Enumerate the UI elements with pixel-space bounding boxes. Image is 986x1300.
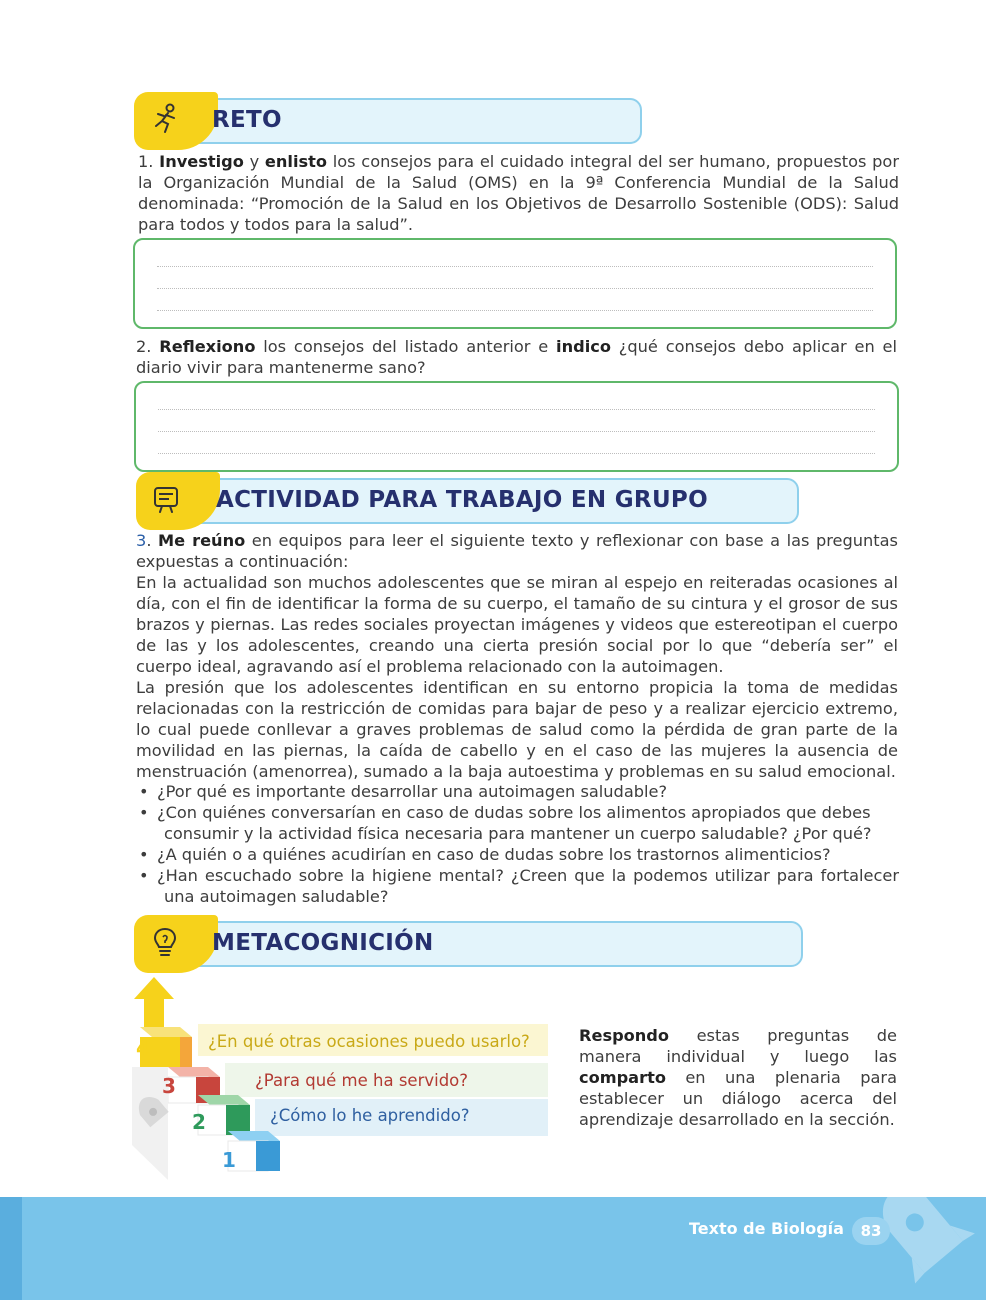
grupo-tab <box>136 472 220 530</box>
step-number-3: 3 <box>162 1074 176 1098</box>
step-2-side <box>226 1105 250 1135</box>
question-text: ¿Por qué es importante desarrollar una autoimagen saludable? <box>157 782 668 801</box>
reto-question-1 <box>138 151 899 235</box>
bold-verb: Me reúno <box>157 531 246 550</box>
step-number-4: 4 <box>136 1036 150 1060</box>
text: y <box>243 152 265 171</box>
rocket-watermark-icon <box>846 1197 986 1300</box>
answer-box-2[interactable] <box>134 381 899 472</box>
reto-tab <box>134 92 218 150</box>
bullet: • <box>139 845 149 864</box>
lightbulb-icon <box>148 925 182 959</box>
text: estas preguntas de manera individual y luego las <box>579 1026 897 1066</box>
answer-line <box>157 266 873 267</box>
meta-instructions <box>579 1025 897 1130</box>
bold-verb: Investigo <box>159 152 244 171</box>
page-number: 83 <box>860 1222 882 1240</box>
answer-line <box>157 288 873 289</box>
footer-label: Texto de Biología <box>689 1219 844 1238</box>
bullet: • <box>139 803 149 822</box>
question-number: 3 <box>136 531 147 550</box>
list-item <box>137 844 899 865</box>
step-1-side <box>256 1141 280 1171</box>
list-item <box>137 802 899 844</box>
grupo-question-3 <box>136 530 898 572</box>
text: . <box>146 531 158 550</box>
bold-verb: enlisto <box>264 152 328 171</box>
step-number-1: 1 <box>222 1148 236 1172</box>
bold-verb: indico <box>556 337 611 356</box>
grupo-title: ACTIVIDAD PARA TRABAJO EN GRUPO <box>216 487 708 513</box>
text: en una plenaria para establecer un diálogo acerca del aprendizaje desarrollado en la sección. <box>579 1068 897 1129</box>
meta-question-4: ¿En qué otras ocasiones puedo usarlo? <box>208 1032 530 1051</box>
page-footer <box>0 1197 986 1300</box>
reto-question-2 <box>136 336 897 378</box>
question-text: ¿Han escuchado sobre la higiene mental? ¿Creen que la podemos utilizar para fortalecer una autoimagen saludable? <box>157 866 899 906</box>
answer-line <box>158 409 875 410</box>
meta-question-2: ¿Cómo lo he aprendido? <box>270 1106 470 1125</box>
text: los consejos para el cuidado integral del ser humano, propuestos por la Organización Mundial de la Salud (OMS) en la 9ª Conferencia Mundial de la Salud denominada: “Promoción de la Salud en los Objetivos de Desarrollo Sostenible (ODS): Salud para todos y todos para la salud”. <box>138 152 899 234</box>
answer-line <box>158 431 875 432</box>
grupo-banner <box>142 478 799 524</box>
text: en equipos para leer el siguiente texto y reflexionar con base a las preguntas expuestas a continuación: <box>136 531 898 571</box>
bold-verb: comparto <box>579 1068 666 1087</box>
grupo-paragraph-1: En la actualidad son muchos adolescentes que se miran al espejo en reiteradas ocasiones al día, con el fin de identificar la forma de su cuerpo, el tamaño de su cintura y el grosor de sus brazos y piernas. Las redes sociales proyectan imágenes y videos que estereotipan el cuerpo de las y los adolescentes, creando una cierta presión social por lo que “debería ser” el cuerpo ideal, agravando así el problema relacionado con la autoimagen. <box>136 573 898 676</box>
list-item <box>137 781 899 802</box>
answer-box-1[interactable] <box>133 238 897 329</box>
reto-banner <box>140 98 642 144</box>
group-work-icon <box>150 482 184 516</box>
bold-verb: Respondo <box>579 1026 670 1045</box>
meta-question-3: ¿Para qué me ha servido? <box>255 1071 469 1090</box>
grupo-paragraph-2: La presión que los adolescentes identifican en su entorno propicia la toma de medidas relacionadas con la restricción de comidas para bajar de peso y a realizar ejercicio extremo, lo cual puede conllevar a graves problemas de salud como la pérdida de gran parte de la movilidad en las piernas, la caída de cabello y en el caso de las mujeres la ausencia de menstruación (amenorrea), sumado a la baja autoestima y problemas en su salud emocional. <box>136 678 898 781</box>
question-number: 1. <box>138 152 160 171</box>
question-number: 2. <box>136 337 160 356</box>
bullet: • <box>139 782 149 801</box>
meta-title: METACOGNICIÓN <box>212 930 434 956</box>
page-number-badge <box>852 1217 890 1245</box>
grupo-question-list <box>137 781 899 907</box>
text: los consejos del listado anterior e <box>255 337 557 356</box>
up-arrow <box>134 977 174 1027</box>
step-4-side <box>180 1037 192 1067</box>
reto-title: RETO <box>212 107 282 133</box>
text: ¿qué consejos debo aplicar en el diario vivir para mantenerme sano? <box>136 337 897 377</box>
question-text: ¿A quién o a quiénes acudirían en caso de dudas sobre los trastornos alimenticios? <box>157 845 831 864</box>
bold-verb: Reflexiono <box>159 337 256 356</box>
footer-left-strip <box>0 1197 22 1300</box>
meta-banner <box>140 921 803 967</box>
question-text: ¿Con quiénes conversarían en caso de dudas sobre los alimentos apropiados que debes consumir y la actividad física necesaria para mantener un cuerpo saludable? ¿Por qué? <box>157 803 872 843</box>
step-number-2: 2 <box>192 1110 206 1134</box>
meta-tab <box>134 915 218 973</box>
answer-line <box>157 310 873 311</box>
list-item <box>137 865 899 907</box>
bullet: • <box>139 866 149 885</box>
answer-line <box>158 453 875 454</box>
running-person-icon <box>148 102 182 136</box>
